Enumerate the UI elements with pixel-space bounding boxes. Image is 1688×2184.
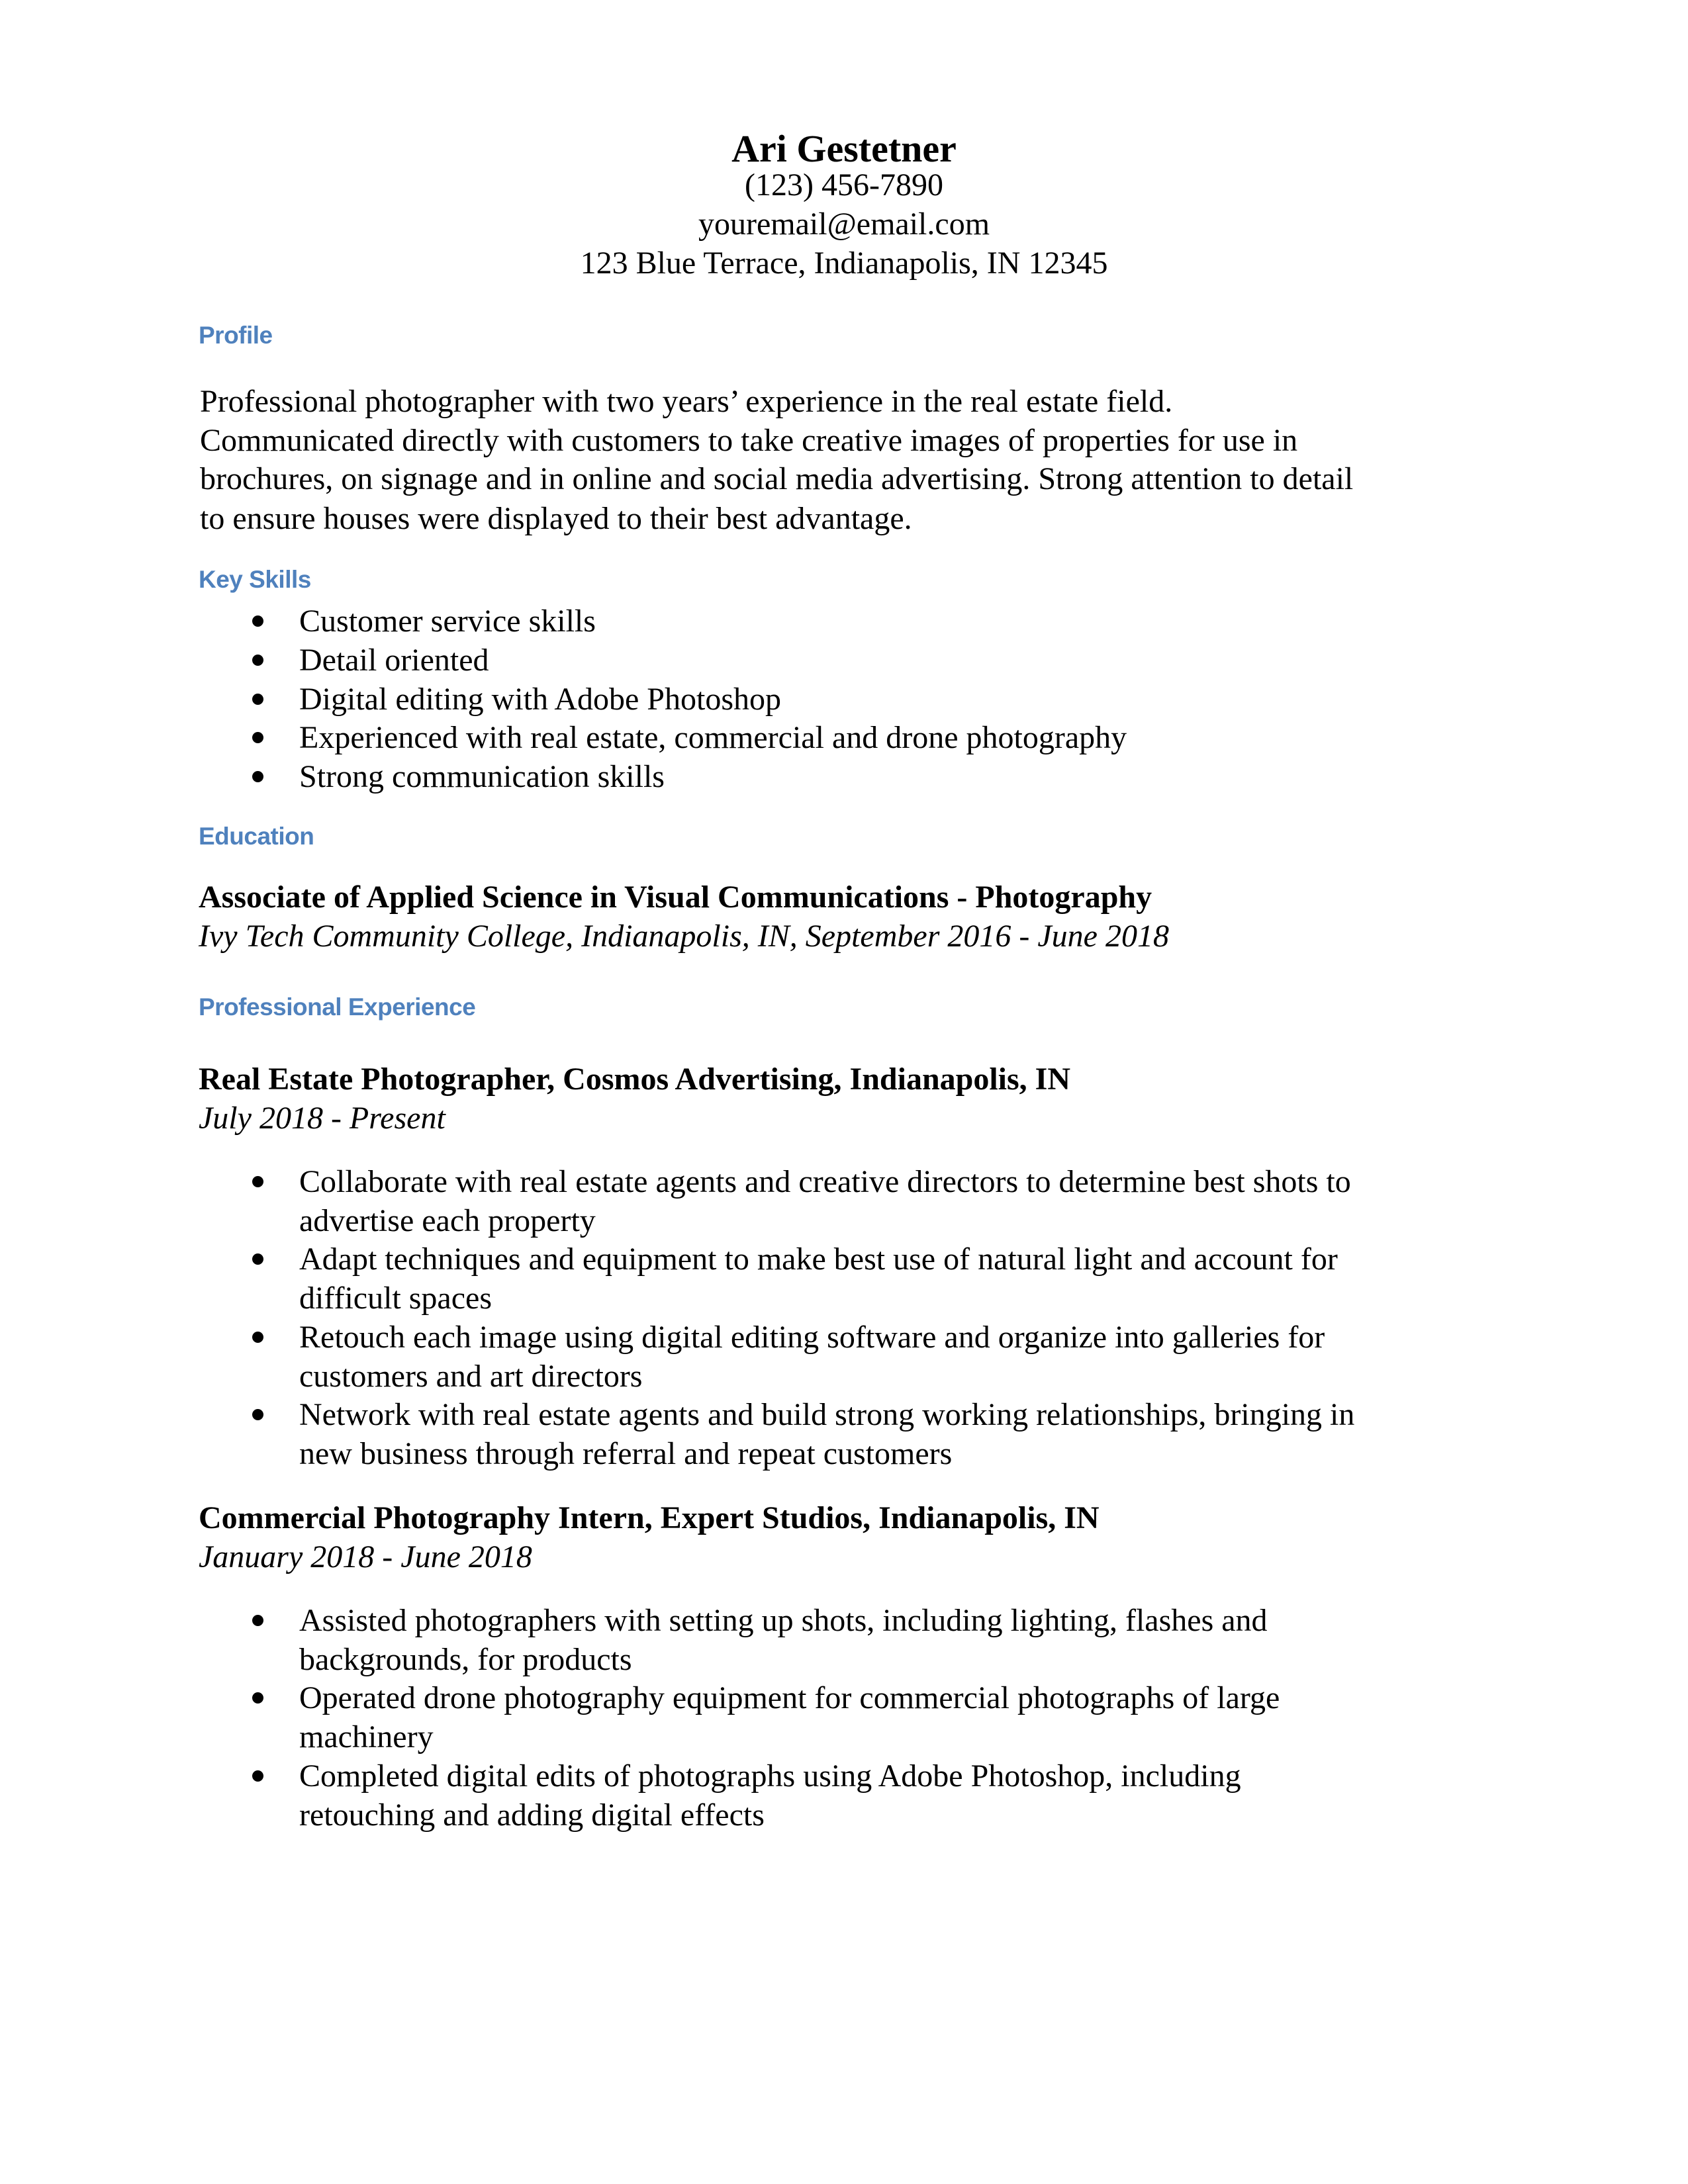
job-bullet-line: Collaborate with real estate agents and creative directors to determine best shots to [299, 1164, 1351, 1199]
section-heading-education: Education [199, 823, 314, 850]
bullet-icon [252, 1332, 263, 1343]
job-dates: January 2018 - June 2018 [199, 1539, 532, 1574]
job-bullet-line: advertise each property [299, 1203, 596, 1238]
profile-line: brochures, on signage and in online and social media advertising. Strong attention to detail [200, 461, 1354, 496]
bullet-icon [252, 1692, 263, 1704]
job-bullet-line: machinery [299, 1719, 434, 1754]
section-heading-professional-experience: Professional Experience [199, 993, 476, 1021]
section-heading-profile: Profile [199, 322, 273, 349]
job-bullet-line: retouching and adding digital effects [299, 1797, 765, 1833]
job-bullet-line: Completed digital edits of photographs using Adobe Photoshop, including [299, 1758, 1241, 1794]
phone-number: (123) 456-7890 [745, 167, 943, 203]
skill-text: Digital editing with Adobe Photoshop [299, 682, 781, 717]
job-bullet-line: Operated drone photography equipment for commercial photographs of large [299, 1680, 1280, 1715]
job-bullet-line: Assisted photographers with setting up shots, including lighting, flashes and [299, 1603, 1268, 1638]
degree-title: Associate of Applied Science in Visual Communications - Photography [199, 880, 1152, 915]
profile-line: Professional photographer with two years’ experience in the real estate field. [200, 384, 1173, 419]
bullet-icon [252, 1409, 263, 1420]
bullet-icon [252, 1615, 263, 1626]
bullet-icon [252, 771, 263, 782]
job-bullet-line: difficult spaces [299, 1281, 492, 1316]
job-bullet-line: backgrounds, for products [299, 1642, 632, 1677]
job-bullet-line: Network with real estate agents and build strong working relationships, bringing in [299, 1397, 1355, 1432]
job-bullet-line: Adapt techniques and equipment to make best use of natural light and account for [299, 1242, 1338, 1277]
bullet-icon [252, 1176, 263, 1187]
skill-text: Experienced with real estate, commercial and drone photography [299, 720, 1127, 755]
skill-text: Customer service skills [299, 604, 596, 639]
job-title: Commercial Photography Intern, Expert Studios, Indianapolis, IN [199, 1500, 1100, 1535]
bullet-icon [252, 732, 263, 743]
bullet-icon [252, 694, 263, 705]
job-bullet-line: Retouch each image using digital editing software and organize into galleries for [299, 1320, 1325, 1355]
skill-text: Detail oriented [299, 643, 489, 678]
school-and-dates: Ivy Tech Community College, Indianapolis, IN, September 2016 - June 2018 [199, 919, 1169, 954]
email-address: youremail@email.com [698, 206, 990, 242]
bullet-icon [252, 615, 263, 627]
bullet-icon [252, 1253, 263, 1265]
job-bullet-line: customers and art directors [299, 1359, 643, 1394]
job-bullet-line: new business through referral and repeat customers [299, 1436, 953, 1471]
postal-address: 123 Blue Terrace, Indianapolis, IN 12345 [580, 246, 1108, 281]
skill-text: Strong communication skills [299, 759, 665, 794]
section-heading-key-skills: Key Skills [199, 566, 311, 593]
job-dates: July 2018 - Present [199, 1101, 445, 1136]
profile-line: to ensure houses were displayed to their best advantage. [200, 501, 912, 536]
bullet-icon [252, 1770, 263, 1782]
profile-line: Communicated directly with customers to take creative images of properties for use in [200, 423, 1298, 458]
bullet-icon [252, 655, 263, 666]
candidate-name: Ari Gestetner [731, 127, 957, 170]
job-title: Real Estate Photographer, Cosmos Advertising, Indianapolis, IN [199, 1062, 1071, 1097]
